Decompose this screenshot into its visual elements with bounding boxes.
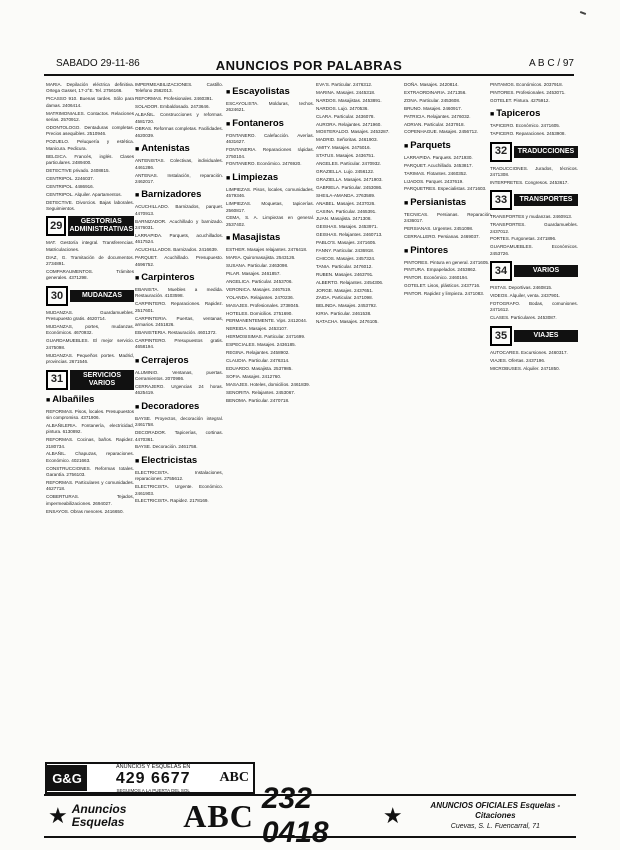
- column-5: [404, 82, 492, 762]
- classified-entry: GRAZIELLA. Lujo. 2456122.: [316, 168, 375, 174]
- classified-entry: ACUCHILLADOS. Barnizados. 2416639.: [135, 247, 218, 253]
- classified-entry: ANTENISTAS. Colectivas, individuales. 4461286.: [135, 158, 223, 170]
- classified-entry: LARRAPIDA. Parquets, acuchillados. 4617524.: [135, 233, 223, 245]
- classified-entry: COMPARAUMENTOS. Trámites generales. 4371298.: [46, 268, 134, 281]
- classified-entry: LIMPIEZAS. Pisos, locales, comunidades. 4579346.: [226, 186, 314, 199]
- classified-entry: PERSIANAS. Urgentes. 2451098.: [404, 226, 474, 232]
- section-heading: ■ Fontaneros: [226, 118, 314, 131]
- classified-entry: LIJADOS. Parquet. 2437619.: [404, 178, 464, 184]
- classified-entry: PATRICIA. Relajantes. 2476032.: [404, 113, 471, 119]
- classified-columns: [46, 82, 576, 762]
- category-label: VARIOS: [514, 265, 578, 277]
- classified-entry: PARQUETRES. Especialistas. 2471603.: [404, 186, 487, 192]
- classified-entry: CASINA. Particular. 2465391.: [316, 208, 377, 214]
- classified-entry: ANTENAS. Instalación, reparación. 2462017.: [135, 172, 223, 184]
- classified-entry: ADRIAN. Particular. 2437918.: [404, 121, 465, 127]
- classified-entry: BENOMA. Particular. 2470718.: [226, 397, 290, 403]
- classified-entry: JUAN. Masajista. 2471308.: [316, 216, 372, 222]
- page-number: A B C / 97: [528, 58, 574, 69]
- classified-entry: FONTANERIA. Reparaciones rápidas. 2750104.: [226, 147, 314, 159]
- classified-entry: MASAJES. Profesionales. 2738045.: [226, 302, 300, 308]
- classified-entry: SENORITA. Relajantes. 2453067.: [226, 389, 296, 395]
- classified-entry: DOÑA. Masajes. 2420814.: [404, 82, 459, 87]
- classified-entry: CENTRIPOL. 4486916.: [46, 183, 95, 189]
- classified-entry: PERMANENTEMENTE. Vips. 2412044.: [226, 318, 308, 324]
- classified-entry: BELINDA. Masajes. 2453792.: [316, 303, 378, 309]
- classified-entry: COPENHAGUE. Masajes. 2456712.: [404, 129, 479, 135]
- gg-line3: SEGUIMOS A LA PUERTA DEL SOL: [116, 787, 190, 793]
- classified-entry: ELECTRICISTA. Instalaciones, reparaciones. 2755612.: [135, 469, 223, 482]
- classified-entry: RUBEN. Masajes. 2463791.: [316, 271, 374, 277]
- scan-mark: [580, 11, 586, 15]
- section-heading: ■ Barnizadores: [135, 189, 223, 202]
- classified-entry: HERMOSISIMAS. Particular. 2471699.: [226, 334, 306, 340]
- classified-entry: CENTRIPOL. 2246037.: [46, 175, 95, 181]
- classified-entry: ANGELICA. Particular. 2453706.: [226, 278, 293, 284]
- section-heading: ■ Cerrajeros: [135, 355, 223, 368]
- classified-entry: DETECTIVE. Divorcios. Bajas laborales. Seguimientos.: [46, 199, 134, 211]
- classified-entry: CONSTRUCCIONES. Reformas totales. Garantía. 2756103.: [46, 465, 134, 478]
- classified-entry: VIAJES. Ofertas. 2437196.: [490, 357, 546, 363]
- gg-phone: 429 6677: [115, 769, 191, 787]
- classified-entry: PICASSO 910. Buenas tardes. Sólo para damas. 2406414.: [46, 96, 134, 108]
- classified-entry: MUDANZAS. Guardamuebles. Presupuesto gratis. 4620714.: [46, 309, 134, 322]
- classified-entry: REFORMAS. Particulares y comunidades. 4627718.: [46, 480, 134, 492]
- classified-entry: GEISHAS. Masajes. 2453971.: [316, 224, 378, 230]
- section-heading: ■ Decoradores: [135, 401, 223, 414]
- classified-entry: CARPINTERO. Presupuestos gratis. 4658194.: [135, 337, 223, 350]
- classified-entry: DIAZ, G. Tramitación de documentos. 2734891.: [46, 254, 134, 267]
- classified-entry: ELECTRICISTA. Urgente. Económico. 2461903.: [135, 484, 223, 496]
- category-box: [490, 326, 578, 346]
- classified-entry: DETECTIVE privado. 2408815.: [46, 167, 110, 173]
- category-number: 31: [46, 370, 68, 390]
- classified-entry: VERONICA. Masajes. 2467519.: [226, 286, 292, 292]
- classified-entry: TRANSPORTES y mudanzas. 2460913.: [490, 214, 573, 220]
- classified-entry: ESTHER. Masajes relajantes. 2476418.: [226, 247, 308, 253]
- section-heading: ■ Limpiezas: [226, 172, 314, 185]
- classified-entry: GUARDAMUEBLES. Económicos. 2453726.: [490, 244, 578, 256]
- classified-entry: MUDANZAS. Pequeños portes. Madrid, provincias. 2671546.: [46, 352, 134, 365]
- classified-entry: IMPERMEABILIZACIONES. Castillo. Telefono 2562013.: [135, 82, 223, 94]
- classified-entry: PORTES. Furgonetas. 2471896.: [490, 236, 557, 242]
- category-label: VIAJES: [514, 330, 578, 342]
- section-heading: ■ Antenistas: [135, 143, 223, 156]
- column-2: [135, 82, 223, 762]
- classified-entry: CARPINTERO. Reparaciones. Rapidez. 2517601.: [135, 301, 223, 313]
- classified-entry: PINTURA. Empapelados. 2453862.: [404, 267, 477, 273]
- classified-entry: ESCAYOLISTA. Molduras, techos. 2624621.: [226, 101, 314, 113]
- classified-entry: CEMA, S. A. Limpiezas en general. 2537402.: [226, 215, 314, 227]
- category-number: 33: [490, 190, 512, 210]
- category-box: [46, 216, 134, 236]
- classified-entry: NARDOS. Lujo. 2470536.: [316, 105, 369, 111]
- classified-entry: PINTOR. Económico. 2460194.: [404, 275, 469, 281]
- classified-entry: YOLANDA. Relajantes. 2470236.: [226, 294, 294, 300]
- classified-entry: MADRID. Señoritas. 2461903.: [316, 137, 378, 143]
- section-heading: ■ Masajistas: [226, 232, 314, 245]
- classified-entry: MICROBUSES. Alquiler. 2471850.: [490, 365, 560, 371]
- classified-entry: MAT. Gestoría integral. Transferencias. Matriculaciones.: [46, 240, 134, 252]
- classified-entry: CERRAJERO. Urgencias 24 horas. 4625419.: [135, 384, 223, 396]
- classified-entry: PINTAMOS. Económicos. 2037918.: [490, 82, 563, 87]
- page-date: SABADO 29-11-86: [56, 58, 140, 69]
- gg-line1: ANUNCIOS Y ESQUELAS EN: [116, 763, 191, 770]
- abc-logo: ABC: [183, 797, 254, 834]
- classified-entry: OBRAS. Reformas completas. Facilidades. 4620039.: [135, 126, 223, 138]
- classified-entry: CLARA. Particular. 2436078.: [316, 113, 375, 119]
- classified-entry: CHICOS. Masajes. 2457324.: [316, 255, 376, 261]
- abc-phone: 232 0418: [261, 782, 329, 849]
- abc-right-block: [415, 801, 576, 832]
- classified-entry: SHEILA-AMANDA. 2763589.: [316, 192, 376, 198]
- classified-entry: POZUELO. Peluquería y estética. Manicura. Pedicura.: [46, 139, 134, 151]
- classified-entry: AURORA. Relajantes. 2471960.: [316, 121, 382, 127]
- classified-entry: FANNY. Particular. 2436918.: [316, 248, 375, 254]
- classified-entry: AUTOCARES. Excursiones. 2460317.: [490, 349, 568, 355]
- classified-entry: KIRIA. Particular. 2461538.: [316, 311, 372, 317]
- classified-entry: ALBAÑIL. Construcciones y reformas. 4581720.: [135, 112, 223, 124]
- classified-entry: TAPICERO. Reparaciones. 2453908.: [490, 131, 566, 137]
- classified-entry: ALUMINIO. Ventanas, puertas. Cerramientos. 2070986.: [135, 369, 223, 382]
- category-number: 35: [490, 326, 512, 346]
- classified-entry: JORGE. Masajes. 2437651.: [316, 287, 374, 293]
- page-title: ANUNCIOS POR PALABRAS: [215, 58, 403, 73]
- category-label: SERVICIOS VARIOS: [70, 370, 134, 390]
- classified-entry: TARIMAS. Flotantes. 2460352.: [404, 170, 468, 176]
- abc-address: Cuevas, S. L. Fuencarral, 71: [450, 822, 540, 830]
- classified-entry: BARNIZADOR. Acuchillado y barnizado. 2476031.: [135, 218, 223, 231]
- classified-entry: PILAR. Masajes. 2461857.: [226, 271, 281, 276]
- star-icon: ★: [48, 803, 68, 828]
- classified-entry: GOTELET. Pintura. 4275912.: [490, 97, 550, 103]
- classified-entry: GABRIELA. Particular. 2453086.: [316, 184, 383, 190]
- classified-entry: ALBAÑILERIA. Fontanería, electricidad, pintura. 6130892.: [46, 422, 134, 435]
- classified-entry: MARINA. Masajes. 2445318.: [316, 89, 376, 95]
- classified-entry: CLASES. Particulares. 2453087.: [490, 315, 557, 321]
- classified-entry: ANGELES. Particular. 2470932.: [316, 161, 382, 167]
- classified-entry: PINTOR. Rapidez y limpieza. 2471083.: [404, 291, 485, 297]
- category-number: 34: [490, 261, 512, 281]
- classified-entry: TAPICERO. Económico. 2471605.: [490, 123, 561, 129]
- gg-logo: G&G: [47, 765, 87, 791]
- section-heading: ■ Albañiles: [46, 394, 134, 407]
- abc-left-text: Anuncios Esquelas: [71, 802, 127, 829]
- section-heading: ■ Carpinteros: [135, 272, 223, 285]
- category-label: TRADUCCIONES: [514, 146, 578, 158]
- classified-entry: SOLADOR. Embaldosado. 2473646.: [135, 104, 210, 110]
- classified-entry: PARQUET. Acuchillado. Presupuesto. 4696752.: [135, 255, 223, 267]
- classified-entry: VIDEOS. Alquiler, venta. 2437901.: [490, 293, 561, 299]
- classified-entry: ESPECIALES. Masajes. 2436185.: [226, 342, 296, 348]
- classified-entry: MASAJES. Hoteles, domicilios. 2461839.: [226, 381, 311, 387]
- category-box: [490, 142, 578, 162]
- classified-entry: BAYSE. Proyectos, decoración integral. 2461758.: [135, 415, 223, 428]
- classified-entry: ZONA. Particular. 2453608.: [404, 97, 461, 103]
- category-label: GESTORIAS ADMINISTRATIVAS: [68, 216, 134, 236]
- classified-entry: EBANISTERIA. Restauración. 4601372.: [135, 329, 217, 335]
- classified-entry: MOSTERALDO. Masajes. 2453287.: [316, 129, 390, 135]
- classified-entry: ALBAÑIL. Chapuzas, reparaciones. Económico. 4021663.: [46, 451, 134, 463]
- classified-entry: LIMPIEZAS. Moquetas, tapicerías. 2560817.: [226, 201, 314, 213]
- classified-entry: CERRALLERO. Persianas. 2469037.: [404, 234, 480, 240]
- abc-right-text: ANUNCIOS OFICIALES Esquelas - Citaciones: [430, 800, 561, 820]
- classified-entry: TANIA. Particular. 2476012.: [316, 263, 373, 269]
- classified-entry: STATUS. Masajes. 2436751.: [316, 153, 375, 159]
- classified-entry: MATRIMONIALES. Contactos. Relaciones serias. 2570912.: [46, 110, 134, 123]
- classified-entry: CARPINTERIA. Puertas, ventanas, armarios. 2451826.: [135, 315, 223, 328]
- category-number: 30: [46, 286, 68, 306]
- classified-entry: PARQUET. Acuchillado. 2453817.: [404, 162, 473, 168]
- classified-entry: LARRAPIDA. Parquets. 2471930.: [404, 154, 473, 160]
- classified-entry: ACUCHILLADO. Barnizados, parquet. 4470913.: [135, 204, 223, 216]
- classified-entry: MUDANZAS, portes, mudanzas. Económicos. 4670932.: [46, 324, 134, 336]
- gg-advert: [45, 762, 255, 794]
- classified-entry: FONTANERO. Calefacción. Averías. 4631627.: [226, 132, 314, 145]
- gg-abc: ABC: [219, 770, 249, 785]
- classified-entry: HOTELES. Domicilios. 2751690.: [226, 310, 293, 316]
- classified-entry: GEISHAS. Relajantes. 2460713.: [316, 232, 383, 238]
- classified-entry: SOFIA. Masajes. 2412760.: [226, 373, 282, 379]
- classified-entry: NATACHA. Masajes. 2476105.: [316, 319, 379, 325]
- classified-entry: FONTANERO. Económico. 2476920.: [226, 161, 302, 167]
- classified-entry: ALBERTO. Relajantes. 2454306.: [316, 279, 384, 285]
- column-1: [46, 82, 134, 762]
- classified-entry: GOTELET. Lisos, plásticos. 2437716.: [404, 283, 481, 289]
- section-heading: ■ Pintores: [404, 245, 492, 258]
- classified-entry: REGINA. Relajantes. 2458902.: [226, 350, 290, 356]
- classified-entry: BRUNO. Masajes. 2460917.: [404, 105, 462, 111]
- category-box: [46, 370, 134, 390]
- classified-entry: REFORMAS. Cocinas, baños. Rapidez. 2180734.: [46, 437, 134, 449]
- classified-entry: EXTRAORDINARIA. 2471356.: [404, 89, 467, 95]
- classified-entry: ELECTRICISTA. Rapidez. 2178169.: [135, 498, 209, 504]
- classified-entry: EVA'S. Particular. 2476312.: [316, 82, 373, 87]
- category-label: MUDANZAS: [70, 290, 134, 302]
- classified-entry: NARDOS. Masajistas. 2453891.: [316, 97, 382, 103]
- section-heading: ■ Parquets: [404, 140, 492, 153]
- classified-entry: EBANISTA. Muebles a medida. Restauración. 4103598.: [135, 287, 223, 299]
- classified-entry: CLAUDIA. Particular. 2476314.: [226, 357, 290, 363]
- classified-entry: PABLO'S. Masajes. 2471605.: [316, 240, 377, 246]
- category-box: [490, 261, 578, 281]
- section-heading: ■ Persianistas: [404, 197, 492, 210]
- classified-entry: MARIA. Quiromasajista. 2543126.: [226, 255, 296, 261]
- classified-entry: TRADUCCIONES. Jurados, técnicos. 2471308.: [490, 165, 578, 177]
- classified-entry: ODONTOLOGO. Dentaduras completas. Precios asequibles. 2510946.: [46, 124, 134, 137]
- column-4: [316, 82, 404, 762]
- category-number: 29: [46, 216, 66, 236]
- classified-entry: GRAZIELLA. Masajes. 2471903.: [316, 176, 383, 182]
- column-6: [490, 82, 578, 762]
- category-box: [46, 286, 134, 306]
- column-3: [226, 82, 314, 762]
- section-heading: ■ Escayolistas: [226, 86, 314, 99]
- classified-entry: TRANSPORTES. Guardamuebles. 2437012.: [490, 222, 578, 234]
- classified-entry: ZAIDA. Particular. 2471098.: [316, 295, 373, 301]
- classified-entry: CENTRIPOL. Alquiler. Apartamentos.: [46, 191, 122, 197]
- classified-entry: FOTOGRAFO. Bodas, comuniones. 2471612.: [490, 301, 578, 313]
- classified-entry: PISTAS. Deportivas. 2460815.: [490, 285, 553, 291]
- classified-entry: REFORMAS. Pisos, locales. Presupuestos sin compromiso. 4371906.: [46, 408, 134, 420]
- classified-entry: REFORMAS. Profesionales. 2460391.: [135, 96, 214, 102]
- classified-entry: INTERPRETES. Congresos. 2453617.: [490, 179, 569, 185]
- category-number: 32: [490, 142, 512, 162]
- classified-entry: SUSANA. Particular. 2463098.: [226, 263, 289, 269]
- classified-entry: COBERTURAS. Tejados, impermeabilizaciones. 2694027.: [46, 494, 134, 506]
- classified-entry: ENSAYOS. Obras menores. 2416650.: [46, 508, 124, 514]
- classified-entry: NEREIDA. Masajes. 2453107.: [226, 326, 288, 332]
- category-box: [490, 190, 578, 210]
- classified-entry: BELGICA. Francés, inglés. Clases particulares. 2489400.: [46, 153, 134, 165]
- section-heading: ■ Tapiceros: [490, 108, 578, 121]
- classified-entry: ANABEL. Masajes. 2437026.: [316, 200, 376, 206]
- classified-entry: TECNICAS. Persianas. Reparación. 2436017.: [404, 211, 492, 224]
- classified-entry: PINTORES. Pintura en general. 2471605.: [404, 259, 490, 265]
- classified-entry: AMITY. Masajes. 2475016.: [316, 145, 371, 151]
- classified-entry: BAYSE. Decoración. 2461758.: [135, 444, 198, 450]
- page-header: [44, 58, 574, 76]
- section-heading: ■ Electricistas: [135, 455, 223, 468]
- classified-entry: DECORADOR. Tapicerías, cortinas. 4470361.: [135, 430, 223, 442]
- classified-entry: MARIA. Depilación eléctrica definitiva. Ortega Gasset, 17-2°E. Tel. 2756166.: [46, 82, 134, 94]
- classified-entry: EDUARDO. Masajista. 2537985.: [226, 365, 293, 371]
- star-icon: ★: [382, 803, 403, 828]
- classified-entry: PINTORES. Profesionales. 2453071.: [490, 89, 566, 95]
- classified-entry: GUARDAMUEBLES. El mejor servicio. 2475098.: [46, 338, 134, 350]
- category-label: TRANSPORTES: [514, 194, 578, 206]
